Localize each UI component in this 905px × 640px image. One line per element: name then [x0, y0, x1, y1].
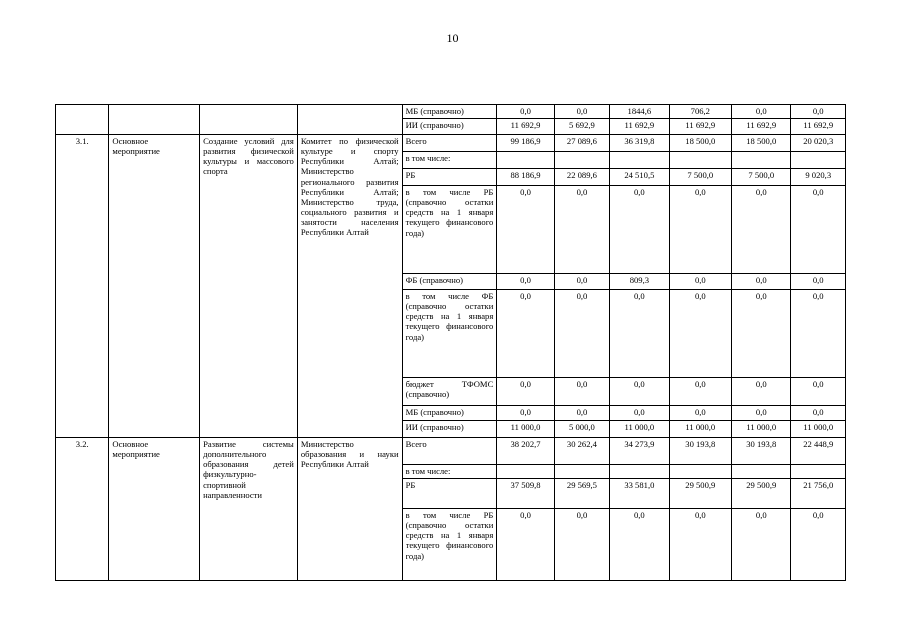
executor-cell [297, 105, 402, 135]
value-cell: 0,0 [732, 274, 791, 290]
value-cell: 1844,6 [610, 105, 669, 119]
value-cell: 0,0 [610, 406, 669, 421]
value-cell: 30 193,8 [669, 438, 731, 465]
value-cell: 0,0 [497, 509, 554, 581]
section-type: Основное мероприятие [109, 135, 200, 438]
value-cell [791, 465, 846, 479]
value-cell: 0,0 [497, 274, 554, 290]
type-cell [109, 105, 200, 135]
source-cell: РБ [402, 169, 497, 186]
value-cell: 0,0 [497, 406, 554, 421]
value-cell: 21 756,0 [791, 479, 846, 509]
section-number: 3.1. [56, 135, 109, 438]
value-cell: 29 500,9 [669, 479, 731, 509]
value-cell: 27 089,6 [554, 135, 609, 152]
value-cell [732, 465, 791, 479]
value-cell: 11 692,9 [497, 119, 554, 135]
value-cell: 0,0 [732, 378, 791, 406]
value-cell: 0,0 [669, 290, 731, 378]
section-name: Развитие системы дополнительного образования детей физкультурно-спортивной направленности [200, 438, 298, 581]
value-cell: 29 569,5 [554, 479, 609, 509]
value-cell: 0,0 [732, 290, 791, 378]
value-cell: 36 319,8 [610, 135, 669, 152]
table-row [56, 135, 846, 152]
value-cell: 7 500,0 [732, 169, 791, 186]
source-cell: МБ (справочно) [402, 406, 497, 421]
value-cell [554, 152, 609, 169]
source-cell: Всего [402, 135, 497, 152]
value-cell [669, 152, 731, 169]
source-cell: бюджет ТФОМС (справочно) [402, 378, 497, 406]
value-cell: 9 020,3 [791, 169, 846, 186]
table-row [56, 105, 846, 119]
value-cell: 0,0 [610, 186, 669, 274]
table-row [56, 438, 846, 465]
section-name: Создание условий для развития физической культуры и массового спорта [200, 135, 298, 438]
value-cell: 22 089,6 [554, 169, 609, 186]
value-cell: 0,0 [732, 509, 791, 581]
source-cell [402, 509, 497, 581]
value-cell: 20 020,3 [791, 135, 846, 152]
value-cell: 11 000,0 [497, 421, 554, 438]
value-cell: 11 000,0 [791, 421, 846, 438]
value-cell: 0,0 [791, 186, 846, 274]
value-cell: 0,0 [610, 378, 669, 406]
section-type: Основное мероприятие [109, 438, 200, 581]
value-cell: 29 500,9 [732, 479, 791, 509]
value-cell: 0,0 [497, 105, 554, 119]
value-cell: 7 500,0 [669, 169, 731, 186]
value-cell: 0,0 [497, 290, 554, 378]
value-cell [497, 152, 554, 169]
source-cell: ИИ (справочно) [402, 421, 497, 438]
value-cell: 11 000,0 [610, 421, 669, 438]
section-number: 3.2. [56, 438, 109, 581]
value-cell [554, 465, 609, 479]
source-cell: в том числе РБ (справочно остатки средств на 1 января текущего финансового года) [402, 186, 497, 274]
value-cell: 30 193,8 [732, 438, 791, 465]
source-cell: ФБ (справочно) [402, 274, 497, 290]
value-cell: 706,2 [669, 105, 731, 119]
value-cell: 5 692,9 [554, 119, 609, 135]
source-cell: РБ [402, 479, 497, 509]
value-cell [791, 152, 846, 169]
value-cell: 0,0 [497, 186, 554, 274]
value-cell [497, 465, 554, 479]
value-cell: 0,0 [669, 509, 731, 581]
section-executor: Министерство образования и науки Республики Алтай [297, 438, 402, 581]
value-cell: 0,0 [791, 290, 846, 378]
source-cell: Всего [402, 438, 497, 465]
source-cell: в том числе ФБ (справочно остатки средств на 1 января текущего финансового года) [402, 290, 497, 378]
value-cell: 0,0 [791, 509, 846, 581]
value-cell: 18 500,0 [732, 135, 791, 152]
value-cell: 34 273,9 [610, 438, 669, 465]
value-cell: 0,0 [497, 378, 554, 406]
value-cell: 11 000,0 [732, 421, 791, 438]
value-cell: 30 262,4 [554, 438, 609, 465]
source-cell: МБ (справочно) [402, 105, 497, 119]
value-cell: 0,0 [554, 378, 609, 406]
value-cell: 88 186,9 [497, 169, 554, 186]
value-cell: 38 202,7 [497, 438, 554, 465]
value-cell: 0,0 [669, 274, 731, 290]
value-cell: 0,0 [791, 406, 846, 421]
value-cell: 0,0 [554, 290, 609, 378]
value-cell: 0,0 [732, 186, 791, 274]
value-cell: 24 510,5 [610, 169, 669, 186]
source-cell-text: в том числе РБ (справочно остатки средств на 1 января текущего финансового года) [405, 510, 494, 561]
value-cell [610, 152, 669, 169]
budget-table [55, 104, 846, 581]
source-cell: в том числе: [402, 152, 497, 169]
page-number: 10 [446, 31, 459, 45]
name-cell [200, 105, 298, 135]
value-cell: 99 186,9 [497, 135, 554, 152]
section-executor: Комитет по физической культуре и спорту Республики Алтай; Министерство регионального развития Республики Алтай; Министерство труда, социального развития и занятости населения Республики Алтай [297, 135, 402, 438]
value-cell: 11 692,9 [669, 119, 731, 135]
value-cell: 11 692,9 [791, 119, 846, 135]
value-cell: 0,0 [554, 406, 609, 421]
value-cell: 11 692,9 [732, 119, 791, 135]
value-cell: 18 500,0 [669, 135, 731, 152]
value-cell: 0,0 [554, 105, 609, 119]
source-cell: в том числе: [402, 465, 497, 479]
value-cell: 809,3 [610, 274, 669, 290]
value-cell: 0,0 [732, 406, 791, 421]
value-cell [669, 465, 731, 479]
value-cell: 0,0 [610, 509, 669, 581]
value-cell: 22 448,9 [791, 438, 846, 465]
value-cell: 0,0 [791, 274, 846, 290]
value-cell: 0,0 [554, 186, 609, 274]
value-cell: 37 509,8 [497, 479, 554, 509]
value-cell: 0,0 [554, 274, 609, 290]
value-cell: 0,0 [732, 105, 791, 119]
value-cell [732, 152, 791, 169]
value-cell: 0,0 [554, 509, 609, 581]
value-cell: 0,0 [791, 105, 846, 119]
value-cell: 0,0 [610, 290, 669, 378]
value-cell: 33 581,0 [610, 479, 669, 509]
value-cell: 0,0 [669, 186, 731, 274]
value-cell: 11 692,9 [610, 119, 669, 135]
value-cell [610, 465, 669, 479]
value-cell: 0,0 [669, 406, 731, 421]
source-cell: ИИ (справочно) [402, 119, 497, 135]
value-cell: 5 000,0 [554, 421, 609, 438]
value-cell: 0,0 [791, 378, 846, 406]
number-cell [56, 105, 109, 135]
value-cell: 0,0 [669, 378, 731, 406]
value-cell: 11 000,0 [669, 421, 731, 438]
